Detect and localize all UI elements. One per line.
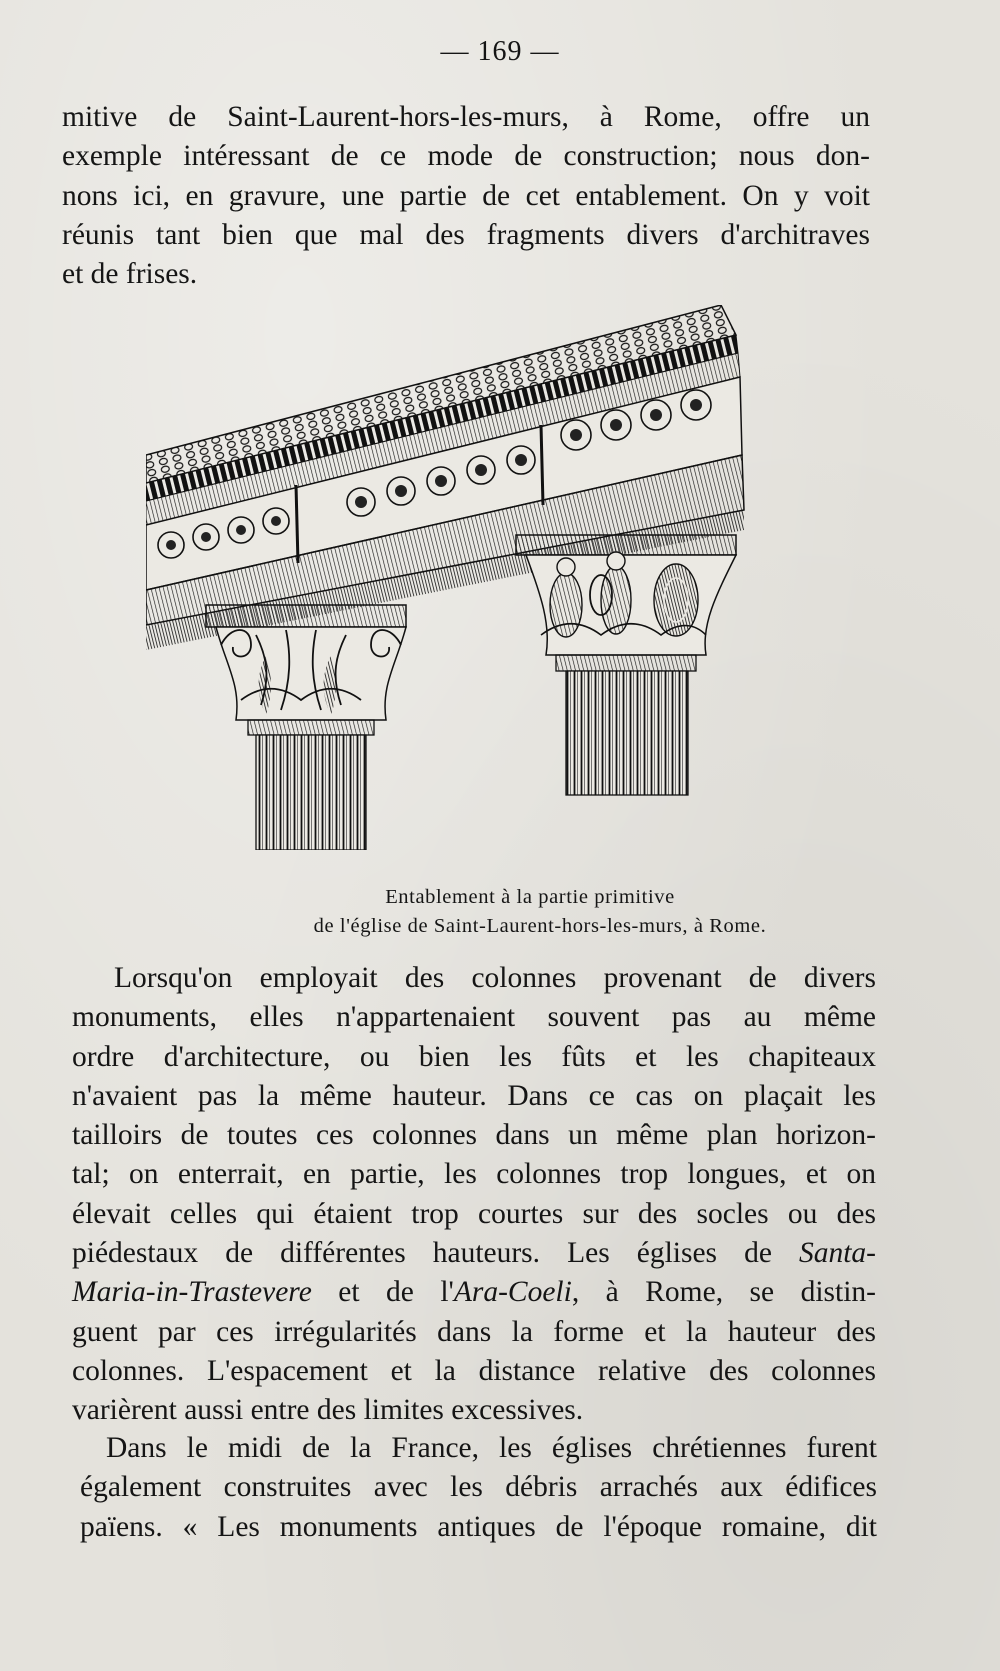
text-line: colonnes. L'espacement et la distance relative des colonnes bbox=[72, 1354, 876, 1387]
paragraph-france bbox=[80, 1429, 877, 1547]
figure-caption-line-2: de l'église de Saint-Laurent-hors-les-murs, à Rome. bbox=[313, 915, 767, 937]
left-column bbox=[206, 605, 406, 850]
italic-church-name: Santa- bbox=[798, 1237, 876, 1270]
text-line: ordre d'architecture, ou bien les fûts et les chapiteaux bbox=[72, 1040, 876, 1073]
page-number: — 169 — bbox=[440, 36, 560, 67]
text-line: tal; on enterrait, en partie, les colonnes trop longues, et on bbox=[72, 1158, 876, 1191]
text-line: réunis tant bien que mal des fragments divers d'architraves bbox=[62, 218, 870, 251]
text-line bbox=[72, 1234, 876, 1273]
text-line: monuments, elles n'appartenaient souvent pas au même bbox=[72, 1001, 876, 1034]
text-line: n'avaient pas la même hauteur. Dans ce cas on plaçait les bbox=[72, 1079, 876, 1112]
paragraph-intro bbox=[62, 98, 870, 294]
italic-church-name: Ara-Coeli bbox=[453, 1276, 572, 1309]
figure-caption-line-1: Entablement à la partie primitive bbox=[385, 886, 675, 908]
text-line: et de frises. bbox=[62, 258, 198, 291]
text-line: païens. « Les monuments antiques de l'époque romaine, dit bbox=[80, 1510, 877, 1543]
text-line: nons ici, en gravure, une partie de cet entablement. On y voit bbox=[62, 179, 870, 212]
text-line: varièrent aussi entre des limites excessives. bbox=[72, 1394, 584, 1427]
entablature-engraving bbox=[146, 305, 796, 850]
text-line: exemple intéressant de ce mode de construction; nous don- bbox=[62, 140, 870, 173]
text-line: également construites avec les débris arrachés aux édifices bbox=[80, 1471, 877, 1504]
text-line: guent par ces irrégularités dans la forme et la hauteur des bbox=[72, 1315, 876, 1348]
text-segment: et de l'Ara-Coeli, à Rome, se distin- bbox=[338, 1276, 876, 1309]
text-line bbox=[72, 1273, 876, 1312]
right-column bbox=[516, 535, 736, 795]
paragraph-columns bbox=[72, 959, 876, 1431]
text-line: Dans le midi de la France, les églises chrétiennes furent bbox=[106, 1432, 877, 1464]
text-line: Lorsqu'on employait des colonnes provenant de divers bbox=[114, 962, 876, 994]
italic-church-name: Maria-in-Trastevere bbox=[72, 1276, 312, 1309]
text-segment: piédestaux de différentes hauteurs. Les églises de bbox=[72, 1237, 772, 1270]
text-line: élevait celles qui étaient trop courtes sur des socles ou des bbox=[72, 1197, 876, 1230]
text-line: tailloirs de toutes ces colonnes dans un même plan horizon- bbox=[72, 1119, 876, 1152]
text-line: mitive de Saint-Laurent-hors-les-murs, à Rome, offre un bbox=[62, 101, 870, 133]
